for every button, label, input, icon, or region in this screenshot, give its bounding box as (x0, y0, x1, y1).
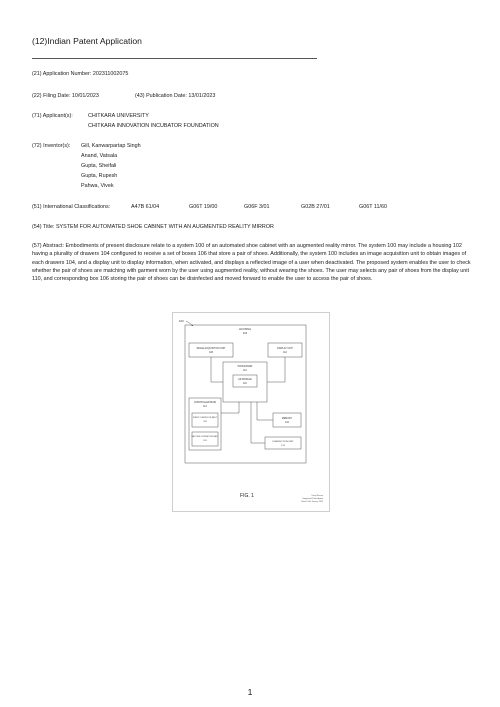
memory-ref: 122 (285, 422, 289, 424)
image-acquisition-label: IMAGE ACQUISITION UNIT (196, 348, 226, 350)
signature-line-1: Tanuj Sharma (311, 495, 323, 497)
inventor-3: Gupta, Sheifali (81, 163, 117, 169)
applicant-1: CHITKARA UNIVERSITY (88, 113, 149, 119)
classification-label: (51) International Classifications: (32, 204, 111, 210)
image-acquisition-ref: 108 (209, 352, 213, 354)
signature-line-2: Registered Patent Agent (302, 498, 323, 500)
connector-processor-memory (257, 402, 273, 420)
inventor-4: Gupta, Rupesh (81, 173, 118, 179)
second-conveyor-label: SECOND CONVEYOR BELT (191, 436, 219, 438)
ar-module-label: AR MODULE (238, 379, 252, 381)
document-title: (12)Indian Patent Application (32, 36, 142, 46)
disinfection-box (265, 437, 301, 449)
title-divider (32, 58, 317, 59)
processor-ref: 112 (243, 370, 247, 372)
display-unit-box (268, 343, 302, 357)
ar-module-box (233, 375, 257, 387)
publication-date: (43) Publication Date: 13/01/2023 (135, 93, 216, 99)
classification-1: A47B 61/04 (131, 204, 160, 210)
abstract-text: (57) Abstract: Embodiments of present disclosure relate to a system 100 of an automated shoe cabinet with an augmented reality mirror. The system 100 may include a housing 102 having a plurality of drawers 104 configured to receive a set of boxes 106 that store a pair of shoes. Additionally, the system 100 includes an image acquisition unit to obtain images of each drawers 104, and a display unit to display information, when activated, and displays a reflected image of a user when deactivated. The proposed system enables the user to check whether the pair of shoes are matching with garment worn by the user using augmented reality, without wearing the shoes. The user may selects any pair of shoes from the display unit 110, and corresponding box 106 storing the pair of shoes can be disinfected and moved forward to enable the user to access the pair of shoes. (32, 243, 471, 283)
display-unit-label: DISPLAY UNIT (277, 348, 293, 350)
second-conveyor-box (192, 432, 218, 446)
controller-label: CONTROLLER MAIN (193, 402, 217, 404)
inventor-label: (72) Inventor(s): (32, 143, 71, 149)
fig-ref-number: 100 (179, 319, 184, 323)
first-conveyor-label: FIRST CONVEYOR BELT (192, 417, 218, 419)
signature-line-3: Dated: 10th January 2023 (301, 501, 323, 503)
ar-module-ref: 116 (243, 383, 247, 385)
filing-date: (22) Filing Date: 10/01/2023 (32, 93, 99, 99)
patent-title: (54) Title: SYSTEM FOR AUTOMATED SHOE CABINET WITH AN AUGMENTED REALITY MIRROR (32, 224, 274, 230)
controller-ref: 114 (203, 406, 207, 408)
connector-processor-disinfection (251, 402, 265, 443)
first-conveyor-box (192, 413, 218, 427)
inventor-1: Gill, Kanwarpartap Singh (81, 143, 141, 149)
classification-5: G06T 11/60 (359, 204, 387, 210)
memory-box (273, 413, 301, 427)
second-conveyor-ref: 120 (203, 440, 207, 442)
page-number: 1 (247, 687, 253, 697)
connector-display-processor (267, 357, 285, 382)
figure-caption: FIG. 1 (240, 493, 254, 499)
classification-4: G02B 27/01 (301, 204, 330, 210)
disinfection-label: DISINFECTION UNIT (272, 441, 294, 443)
inventor-5: Pahwa, Vivek (81, 183, 114, 189)
applicant-2: CHITKARA INNOVATION INCUBATOR FOUNDATION (88, 123, 219, 129)
image-acquisition-box (189, 343, 233, 357)
inventor-2: Anand, Vatsala (81, 153, 118, 159)
applicant-label: (71) Applicant(s): (32, 113, 73, 119)
processor-label: PROCESSOR (237, 366, 253, 368)
diagram-connectors (211, 357, 285, 443)
connector-image-processor (211, 357, 223, 382)
housing-ref: 102 (242, 332, 248, 335)
display-unit-ref: 110 (283, 352, 287, 354)
processor-box (223, 362, 267, 402)
classification-3: G06F 3/01 (244, 204, 270, 210)
block-diagram (173, 313, 331, 513)
classification-2: G06T 19/00 (189, 204, 218, 210)
disinfection-ref: 124 (281, 445, 285, 447)
memory-label: MEMORY (281, 418, 293, 420)
connector-processor-controller (221, 402, 239, 413)
application-number: (21) Application Number: 202311002075 (32, 71, 129, 77)
figure-1-drawing (172, 312, 330, 512)
housing-label: HOUSING (238, 328, 252, 331)
first-conveyor-ref: 118 (203, 421, 207, 423)
